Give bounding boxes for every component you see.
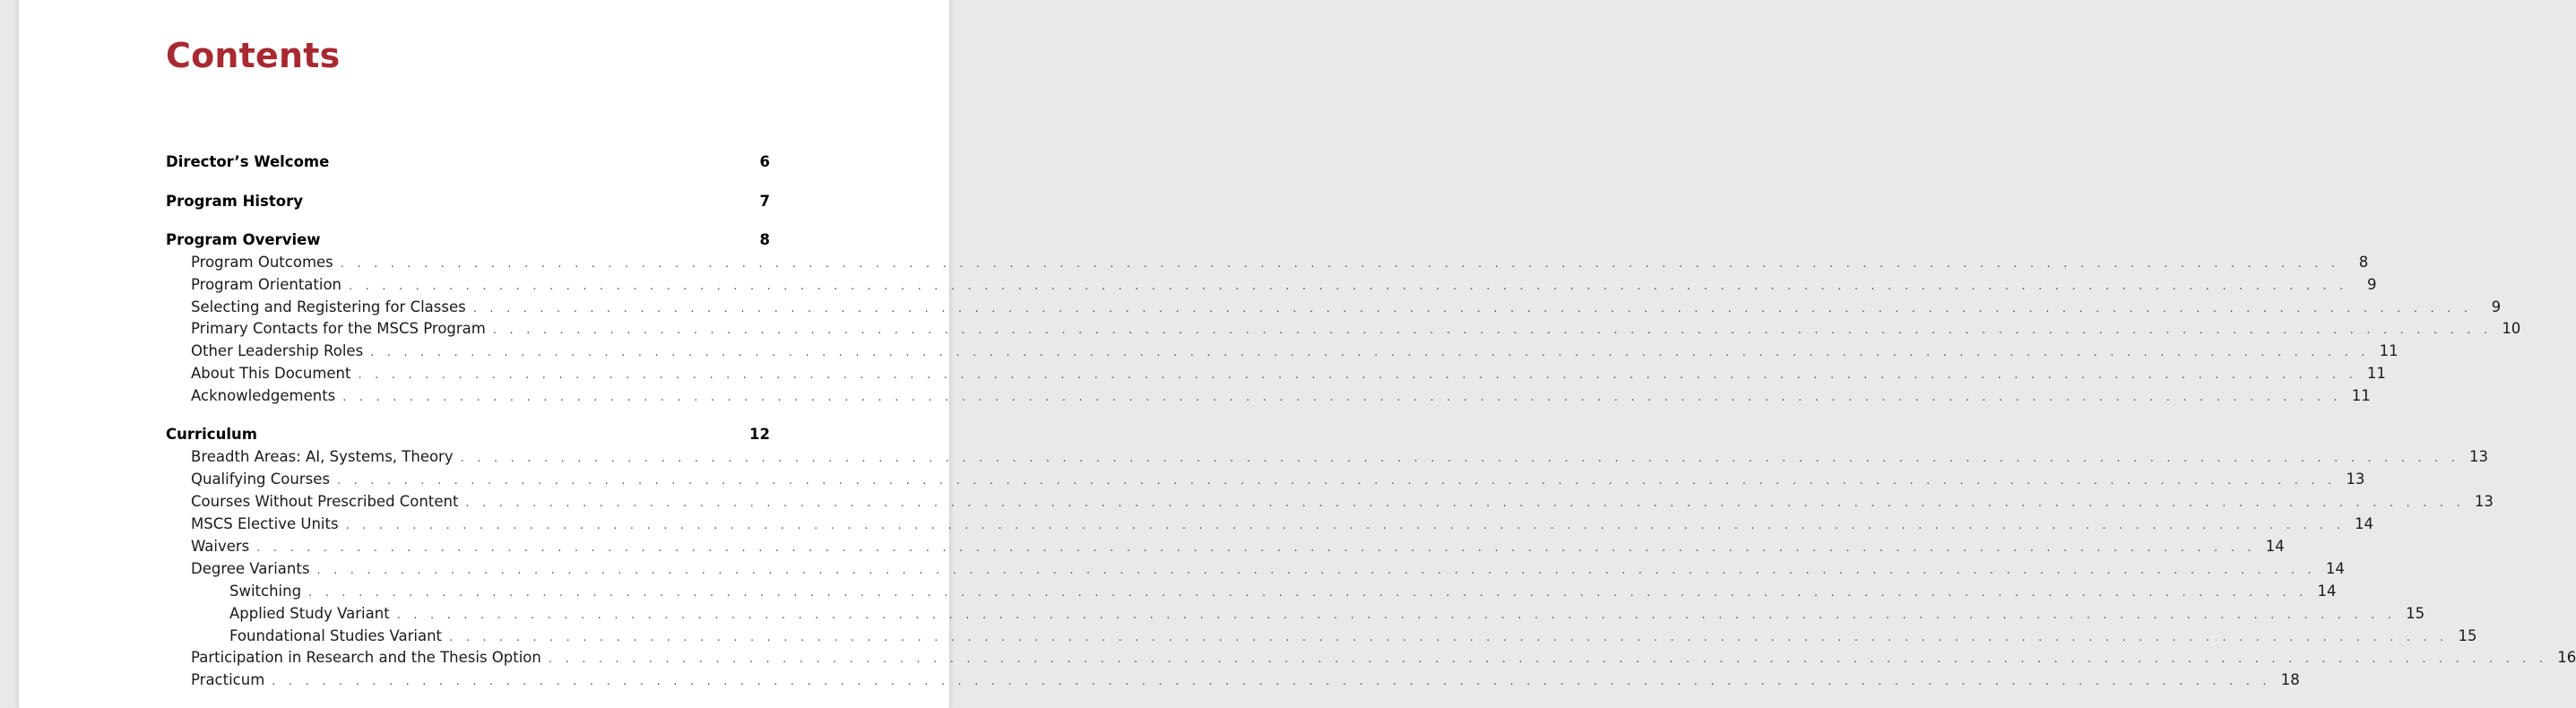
toc-section-entry[interactable] <box>191 646 2576 669</box>
toc-entry-label[interactable]: About This Document <box>191 365 351 382</box>
toc-section-entry[interactable] <box>191 340 2399 362</box>
toc-section-entry[interactable] <box>191 513 2374 535</box>
toc-entry-label[interactable]: Acknowledgements <box>191 387 336 404</box>
toc-page-number[interactable]: 12 <box>749 426 770 443</box>
toc-entry-label[interactable]: Program Overview <box>166 231 321 248</box>
toc-entry-label[interactable]: Program Orientation <box>191 276 342 293</box>
toc-section-entry[interactable] <box>229 602 2425 625</box>
toc-entry-label[interactable]: Curriculum <box>166 426 257 443</box>
toc-entry-label[interactable]: Other Leadership Roles <box>191 342 364 359</box>
toc-page-number[interactable]: 6 <box>759 153 770 170</box>
toc-section-entry[interactable] <box>191 490 2494 513</box>
toc-section-entry[interactable] <box>191 273 2377 296</box>
toc-page-number[interactable]: 14 <box>2355 515 2374 532</box>
toc-dot-leader: . . . . . . . . . . . . . . . . . . . . . . . . . . . . . . . . . . . . . . . . . . . . . . . . . . . . . . . . . . . . . . . . . . . . . . . . . . . . . . . . . . . . . . . . . . . . . . . . . . . . . . . . . . . . . . . . . . . . . . . . <box>396 609 2397 622</box>
toc-entry-label[interactable]: MSCS Elective Units <box>191 515 339 532</box>
toc-dot-leader: . . . . . . . . . . . . . . . . . . . . . . . . . . . . . . . . . . . . . . . . . . . . . . . . . . . . . . . . . . . . . . . . . . . . . . . . . . . . . . . . . . . . . . . . . . . . . . . . . . . . . . . . . . . . . . . . . . . . . . . . <box>272 675 2271 688</box>
toc-section-entry[interactable] <box>229 580 2337 602</box>
toc-page-number[interactable]: 18 <box>2280 671 2300 688</box>
toc-dot-leader: . . . . . . . . . . . . . . . . . . . . . . . . . . . . . . . . . . . . . . . . . . . . . . . . . . . . . . . . . . . . . . . . . . . . . . . . . . . . . . . . . . . . . . . . . . . . . . . . . . . . . . . . . . . . . . . . . . . . . . . . <box>316 564 2316 577</box>
toc-dot-leader: . . . . . . . . . . . . . . . . . . . . . . . . . . . . . . . . . . . . . . . . . . . . . . . . . . . . . . . . . . . . . . . . . . . . . . . . . . . . . . . . . . . . . . . . . . . . . . . . . . . . . . . . . . . . . . . . . . . . . . . . <box>460 452 2460 465</box>
toc-page-number[interactable]: 15 <box>2458 627 2477 644</box>
toc-dot-leader: . . . . . . . . . . . . . . . . . . . . . . . . . . . . . . . . . . . . . . . . . . . . . . . . . . . . . . . . . . . . . . . . . . . . . . . . . . . . . . . . . . . . . . . . . . . . . . . . . . . . . . . . . . . . . . . . . . . . . . . . <box>492 324 2493 337</box>
toc-section-entry[interactable] <box>191 557 2345 580</box>
toc-entry-label[interactable]: Qualifying Courses <box>191 471 330 488</box>
toc-page-number[interactable]: 13 <box>2346 471 2365 488</box>
toc-entry-label[interactable]: Courses Without Prescribed Content <box>191 493 459 510</box>
toc-entry-label[interactable]: Director’s Welcome <box>166 153 330 170</box>
toc-page-number[interactable]: 8 <box>2358 254 2369 271</box>
toc-chapter-entry[interactable] <box>166 190 770 212</box>
toc-dot-leader: . . . . . . . . . . . . . . . . . . . . . . . . . . . . . . . . . . . . . . . . . . . . . . . . . . . . . . . . . . . . . . . . . . . . . . . . . . . . . . . . . . . . . . . . . . . . . . . . . . . . . . . . . . . . . . . . . . . . . . . . <box>256 541 2256 555</box>
toc-page-number[interactable]: 9 <box>2491 298 2502 315</box>
toc-dot-leader: . . . . . . . . . . . . . . . . . . . . . . . . . . . . . . . . . . . . . . . . . . . . . . . . . . . . . . . . . . . . . . . . . . . . . . . . . . . . . . . . . . . . . . . . . . . . . . . . . . . . . . . . . . . . . . . . . . . . . . . . <box>472 302 2473 315</box>
toc-dot-leader: . . . . . . . . . . . . . . . . . . . . . . . . . . . . . . . . . . . . . . . . . . . . . . . . . . . . . . . . . . . . . . . . . . . . . . . . . . . . . . . . . . . . . . . . . . . . . . . . . . . . . . . . . . . . . . . . . . . . . . . . <box>358 368 2357 382</box>
toc-entry-label[interactable]: Switching <box>229 583 302 600</box>
toc-page-number[interactable]: 13 <box>2469 448 2489 465</box>
toc-entry-label[interactable]: Foundational Studies Variant <box>229 627 443 644</box>
toc-page-number[interactable]: 14 <box>2265 538 2285 555</box>
toc-page-number[interactable]: 15 <box>2406 605 2425 622</box>
toc-dot-leader: . . . . . . . . . . . . . . . . . . . . . . . . . . . . . . . . . . . . . . . . . . . . . . . . . . . . . . . . . . . . . . . . . . . . . . . . . . . . . . . . . . . . . . . . . . . . . . . . . . . . . . . . . . . . . . . . . . . . . . . . <box>308 586 2308 600</box>
toc-section-entry[interactable] <box>191 445 2489 468</box>
toc-page-number[interactable]: 13 <box>2474 493 2494 510</box>
toc-dot-leader: . . . . . . . . . . . . . . . . . . . . . . . . . . . . . . . . . . . . . . . . . . . . . . . . . . . . . . . . . . . . . . . . . . . . . . . . . . . . . . . . . . . . . . . . . . . . . . . . . . . . . . . . . . . . . . . . . . . . . . . . <box>345 519 2346 532</box>
toc-section-entry[interactable] <box>229 625 2477 647</box>
toc-section-entry[interactable] <box>191 251 2369 273</box>
toc-dot-leader: . . . . . . . . . . . . . . . . . . . . . . . . . . . . . . . . . . . . . . . . . . . . . . . . . . . . . . . . . . . . . . . . . . . . . . . . . . . . . . . . . . . . . . . . . . . . . . . . . . . . . . . . . . . . . . . . . . . . . . . . <box>349 280 2348 293</box>
toc-entry-label[interactable]: Primary Contacts for the MSCS Program <box>191 320 486 337</box>
toc-page-number[interactable]: 8 <box>759 231 770 248</box>
toc-section-entry[interactable] <box>191 669 2300 691</box>
toc-section-entry[interactable] <box>191 384 2371 407</box>
toc-chapter-entry[interactable] <box>166 151 770 173</box>
toc-page-number[interactable]: 7 <box>759 193 770 210</box>
toc-section-entry[interactable] <box>191 362 2386 384</box>
page-title: Contents <box>166 36 341 75</box>
toc-section-entry[interactable] <box>191 317 2521 340</box>
toc-page-number[interactable]: 10 <box>2502 320 2521 337</box>
toc-dot-leader: . . . . . . . . . . . . . . . . . . . . . . . . . . . . . . . . . . . . . . . . . . . . . . . . . . . . . . . . . . . . . . . . . . . . . . . . . . . . . . . . . . . . . . . . . . . . . . . . . . . . . . . . . . . . . . . . . . . . . . . . <box>449 631 2449 644</box>
toc-chapter-entry[interactable] <box>166 229 770 251</box>
toc-dot-leader: . . . . . . . . . . . . . . . . . . . . . . . . . . . . . . . . . . . . . . . . . . . . . . . . . . . . . . . . . . . . . . . . . . . . . . . . . . . . . . . . . . . . . . . . . . . . . . . . . . . . . . . . . . . . . . . . . . . . . . . . <box>370 346 2370 359</box>
toc-page-number[interactable]: 14 <box>2325 560 2345 577</box>
toc-page-number[interactable]: 11 <box>2366 365 2386 382</box>
toc-entry-label[interactable]: Program Outcomes <box>191 254 333 271</box>
toc-entry-label[interactable]: Participation in Research and the Thesis Option <box>191 649 541 666</box>
toc-page-number[interactable]: 14 <box>2317 583 2337 600</box>
toc-entry-label[interactable]: Breadth Areas: AI, Systems, Theory <box>191 448 454 465</box>
toc-page-number[interactable]: 9 <box>2366 276 2377 293</box>
toc-dot-leader: . . . . . . . . . . . . . . . . . . . . . . . . . . . . . . . . . . . . . . . . . . . . . . . . . . . . . . . . . . . . . . . . . . . . . . . . . . . . . . . . . . . . . . . . . . . . . . . . . . . . . . . . . . . . . . . . . . . . . . . . <box>465 496 2465 510</box>
document-page <box>19 0 2576 708</box>
toc-page-number[interactable]: 16 <box>2557 649 2576 666</box>
toc-entry-label[interactable]: Applied Study Variant <box>229 605 390 622</box>
toc-entry-label[interactable]: Degree Variants <box>191 560 310 577</box>
toc-entry-label[interactable]: Program History <box>166 193 303 210</box>
toc-dot-leader: . . . . . . . . . . . . . . . . . . . . . . . . . . . . . . . . . . . . . . . . . . . . . . . . . . . . . . . . . . . . . . . . . . . . . . . . . . . . . . . . . . . . . . . . . . . . . . . . . . . . . . . . . . . . . . . . . . . . . . . . <box>342 391 2342 404</box>
toc-section-entry[interactable] <box>191 296 2502 318</box>
toc-chapter-entry[interactable] <box>166 423 770 445</box>
toc-page-number[interactable]: 11 <box>2379 342 2399 359</box>
toc-page-number[interactable]: 11 <box>2351 387 2371 404</box>
toc-entry-label[interactable]: Practicum <box>191 671 265 688</box>
toc-dot-leader: . . . . . . . . . . . . . . . . . . . . . . . . . . . . . . . . . . . . . . . . . . . . . . . . . . . . . . . . . . . . . . . . . . . . . . . . . . . . . . . . . . . . . . . . . . . . . . . . . . . . . . . . . . . . . . . . . . . . . . . . <box>336 474 2337 488</box>
toc-entry-label[interactable]: Selecting and Registering for Classes <box>191 298 466 315</box>
toc-section-entry[interactable] <box>191 535 2285 557</box>
toc-section-entry[interactable] <box>191 468 2365 490</box>
toc-entry-label[interactable]: Waivers <box>191 538 250 555</box>
toc-dot-leader: . . . . . . . . . . . . . . . . . . . . . . . . . . . . . . . . . . . . . . . . . . . . . . . . . . . . . . . . . . . . . . . . . . . . . . . . . . . . . . . . . . . . . . . . . . . . . . . . . . . . . . . . . . . . . . . . . . . . . . . . <box>548 652 2548 666</box>
toc-dot-leader: . . . . . . . . . . . . . . . . . . . . . . . . . . . . . . . . . . . . . . . . . . . . . . . . . . . . . . . . . . . . . . . . . . . . . . . . . . . . . . . . . . . . . . . . . . . . . . . . . . . . . . . . . . . . . . . . . . . . . . . . <box>340 257 2340 271</box>
